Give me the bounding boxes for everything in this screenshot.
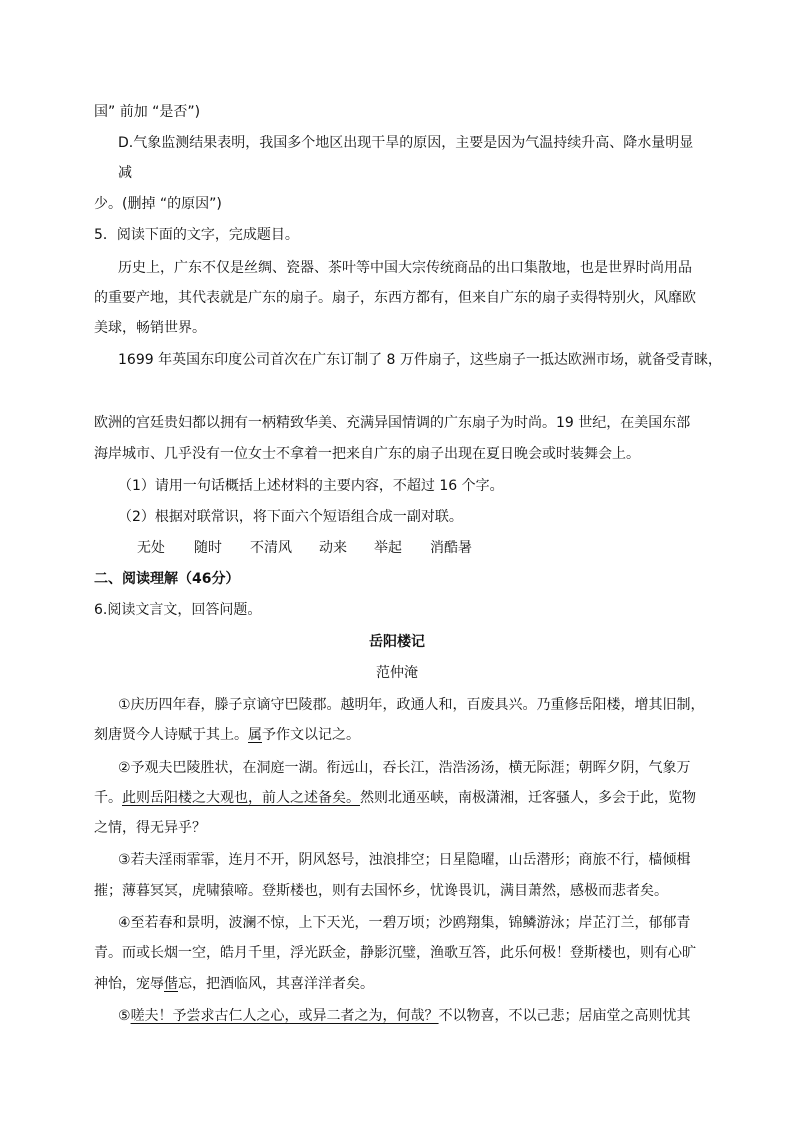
couplet-phrase: 消酷暑 <box>430 540 472 556</box>
passage-line: 海岸城市、几乎没有一位女士不拿着一把来自广东的扇子出现在夏日晚会或时装舞会上。 <box>94 446 640 462</box>
couplet-phrase: 不清风 <box>250 540 292 556</box>
paragraph-4: ④至若春和景明，波澜不惊，上下天光，一碧万顷；沙鸥翔集，锦鳞游泳；岸芷汀兰，郁郁青 <box>118 915 691 931</box>
couplet-phrase: 动来 <box>319 540 347 556</box>
couplet-phrase: 无处 <box>137 540 165 556</box>
couplet-phrase: 举起 <box>374 540 402 556</box>
essay-author: 范仲淹 <box>376 665 418 681</box>
essay-title: 岳阳楼记 <box>369 634 425 650</box>
underlined-word: 偕 <box>164 976 178 992</box>
paragraph-1: 刻唐贤今人诗赋于其上。属予作文以记之。 <box>94 727 360 743</box>
text-line: 少。(删掉 “的原因”) <box>94 196 222 212</box>
paragraph-2: 之情，得无异乎？ <box>94 820 206 836</box>
sub-question-2: （2）根据对联常识，将下面六个短语组合成一副对联。 <box>118 509 463 525</box>
passage-line: 美球，畅销世界。 <box>94 320 206 336</box>
paragraph-4: 青。而或长烟一空，皓月千里，浮光跃金，静影沉璧，渔歌互答，此乐何极！登斯楼也，则有心旷 <box>94 945 696 961</box>
passage-line: 欧洲的宫廷贵妇都以拥有一柄精致华美、充满异国情调的广东扇子为时尚。19 世纪，在美国东部 <box>94 415 691 431</box>
underlined-sentence: 嗟夫！予尝求古仁人之心，或异二者之为，何哉？ <box>130 1008 439 1024</box>
underlined-word: 属 <box>248 727 262 743</box>
sub-question-1: （1）请用一句话概括上述材料的主要内容，不超过 16 个字。 <box>118 478 504 494</box>
passage-line: 1699 年英国东印度公司首次在广东订制了 8 万件扇子，这些扇子一抵达欧洲市场，就备受青睐， <box>118 352 722 368</box>
text-line: 减 <box>118 165 132 181</box>
option-d: D.气象监测结果表明，我国多个地区出现干旱的原因，主要是因为气温持续升高、降水量明显 <box>118 135 694 151</box>
couplet-phrase: 随时 <box>194 540 222 556</box>
passage-line: 的重要产地，其代表就是广东的扇子。扇子，东西方都有，但来自广东的扇子卖得特别火，风靡欧 <box>94 290 696 306</box>
paragraph-2: ②予观夫巴陵胜状，在洞庭一湖。衔远山，吞长江，浩浩汤汤，横无际涯；朝晖夕阴，气象万 <box>118 760 691 776</box>
paragraph-4: 神怡，宠辱偕忘，把酒临风，其喜洋洋者矣。 <box>94 976 374 992</box>
paragraph-2: 千。此则岳阳楼之大观也，前人之述备矣。然则北通巫峡，南极潇湘，迁客骚人，多会于此，览物 <box>94 790 696 806</box>
paragraph-1: ①庆历四年春，滕子京谪守巴陵郡。越明年，政通人和，百废具兴。乃重修岳阳楼，增其旧制， <box>118 697 705 713</box>
text-line: 国” 前加 “是否”) <box>94 104 201 120</box>
passage-line: 历史上，广东不仅是丝绸、瓷器、茶叶等中国大宗传统商品的出口集散地，也是世界时尚用品 <box>118 260 692 276</box>
paragraph-3: 摧；薄暮冥冥，虎啸猿啼。登斯楼也，则有去国怀乡，忧谗畏讥，满目萧然，感极而悲者矣。 <box>94 883 668 899</box>
question-5: 5．阅读下面的文字，完成题目。 <box>94 227 299 243</box>
question-6: 6.阅读文言文，回答问题。 <box>94 602 262 618</box>
paragraph-5: ⑤嗟夫！予尝求古仁人之心，或异二者之为，何哉？不以物喜，不以己悲；居庙堂之高则忧其 <box>118 1008 691 1024</box>
underlined-sentence: 此则岳阳楼之大观也，前人之述备矣。 <box>122 790 360 806</box>
section-heading: 二、阅读理解（46分） <box>94 571 240 587</box>
paragraph-3: ③若夫淫雨霏霏，连月不开，阴风怒号，浊浪排空；日星隐曜，山岳潜形；商旅不行，樯倾楫 <box>118 852 691 868</box>
